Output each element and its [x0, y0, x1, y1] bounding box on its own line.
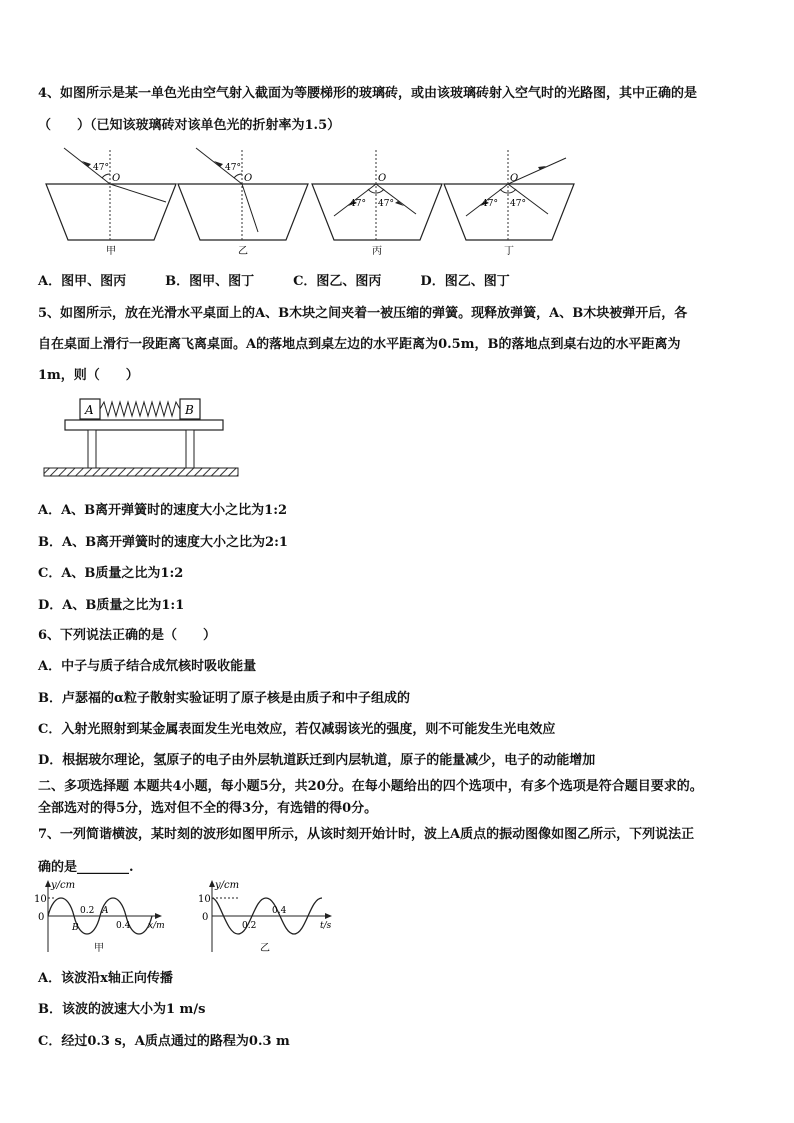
angle-label-right: 47° — [510, 199, 526, 209]
graph2-caption: 乙 — [260, 943, 270, 954]
q6-option-d: D．根据玻尔理论，氢原子的电子由外层轨道跃迁到内层轨道，原子的能量减少，电子的动能增加 — [38, 753, 596, 768]
q4-stem-line1: 4、如图所示是某一单色光由空气射入截面为等腰梯形的玻璃砖，或由该玻璃砖射入空气时的光路图，其中正确的是 — [38, 86, 698, 101]
figure-yi — [178, 148, 308, 256]
q6-option-a: A．中子与质子结合成氘核时吸收能量 — [38, 659, 257, 674]
q6-option-b: B．卢瑟福的α粒子散射实验证明了原子核是由质子和中子组成的 — [38, 691, 410, 706]
spring — [100, 402, 180, 416]
table-leg-left — [88, 430, 96, 468]
section2-line1: 二、多项选择题 本题共4小题，每小题5分，共20分。在每小题给出的四个选项中，有多个选项是符合题目要求的。 — [38, 779, 703, 794]
caption-bing: 丙 — [372, 246, 382, 256]
q4-stem-line2: （ ）（已知该玻璃砖对该单色光的折射率为1.5） — [38, 118, 341, 133]
caption-yi: 乙 — [238, 246, 248, 256]
graph2-zero: 0 — [202, 912, 209, 923]
q7-option-a: A．该波沿x轴正向传播 — [38, 971, 173, 986]
q7-option-b: B．该波的波速大小为1 m/s — [38, 1002, 206, 1017]
point-o: O — [112, 173, 121, 184]
q5-option-c: C．A、B质量之比为1:2 — [38, 566, 184, 581]
q7-option-c: C．经过0.3 s，A质点通过的路程为0.3 m — [38, 1034, 290, 1049]
q7-graphs — [30, 878, 340, 958]
graph1-xlabel: x/m — [148, 921, 165, 931]
graph2-xlabel: t/s — [320, 921, 332, 931]
q5-option-d: D．A、B质量之比为1:1 — [38, 598, 185, 613]
graph1-t02: 0.2 — [80, 906, 95, 916]
q5-stem-line3: 1m，则（ ） — [38, 368, 139, 383]
q5-table-figure — [40, 392, 240, 482]
graph1-t04: 0.4 — [116, 921, 131, 931]
ground — [44, 468, 238, 476]
point-o: O — [244, 173, 253, 184]
graph1-caption: 甲 — [94, 943, 104, 954]
q6-option-c: C．入射光照射到某金属表面发生光电效应，若仅减弱该光的强度，则不可能发生光电效应 — [38, 722, 556, 737]
q5-stem-line1: 5、如图所示，放在光滑水平桌面上的A、B木块之间夹着一被压缩的弹簧。现释放弹簧，A、B木块被弹开后，各 — [38, 306, 688, 321]
q7-stem-line2: 确的是________. — [38, 860, 134, 875]
graph2-t02: 0.2 — [242, 921, 257, 931]
q5-option-b: B．A、B离开弹簧时的速度大小之比为2:1 — [38, 535, 288, 550]
graph1-zero: 0 — [38, 912, 45, 923]
graph1-y10: 10 — [34, 894, 47, 905]
table-leg-right — [186, 430, 194, 468]
section2-line2: 全部选对的得5分，选对但不全的得3分，有选错的得0分。 — [38, 801, 378, 816]
graph1-point-b: B — [72, 923, 79, 933]
graph-jia — [34, 880, 165, 954]
angle-label: 47° — [225, 163, 241, 173]
q4-figures — [44, 144, 584, 256]
angle-label-left: 47° — [350, 199, 366, 209]
caption-ding: 丁 — [504, 246, 514, 256]
graph2-ylabel: y/cm — [215, 880, 240, 891]
block-b-label: B — [185, 403, 194, 417]
q4-options: A．图甲、图丙 B．图甲、图丁 C．图乙、图丙 D．图乙、图丁 — [38, 274, 510, 289]
caption-jia: 甲 — [106, 246, 116, 256]
angle-label-left: 47° — [482, 199, 498, 209]
graph1-point-a: A — [102, 906, 109, 916]
figure-jia — [46, 148, 176, 256]
figure-ding — [444, 150, 574, 256]
q6-stem: 6、下列说法正确的是（ ） — [38, 628, 217, 643]
point-o: O — [510, 173, 519, 184]
figure-bing — [312, 150, 442, 256]
graph2-t04: 0.4 — [272, 906, 287, 916]
block-a-label: A — [85, 403, 94, 417]
graph2-y10: 10 — [198, 894, 211, 905]
graph1-ylabel: y/cm — [51, 880, 76, 891]
q5-stem-line2: 自在桌面上滑行一段距离飞离桌面。A的落地点到桌左边的水平距离为0.5m，B的落地点到桌右边的水平距离为 — [38, 337, 681, 352]
angle-label: 47° — [93, 163, 109, 173]
point-o: O — [378, 173, 387, 184]
q5-option-a: A．A、B离开弹簧时的速度大小之比为1:2 — [38, 503, 288, 518]
graph-yi — [198, 880, 332, 954]
angle-label-right: 47° — [378, 199, 394, 209]
q7-stem-line1: 7、一列简谐横波，某时刻的波形如图甲所示，从该时刻开始计时，波上A质点的振动图像如图乙所示，下列说法正 — [38, 827, 695, 842]
table-top — [65, 420, 223, 430]
